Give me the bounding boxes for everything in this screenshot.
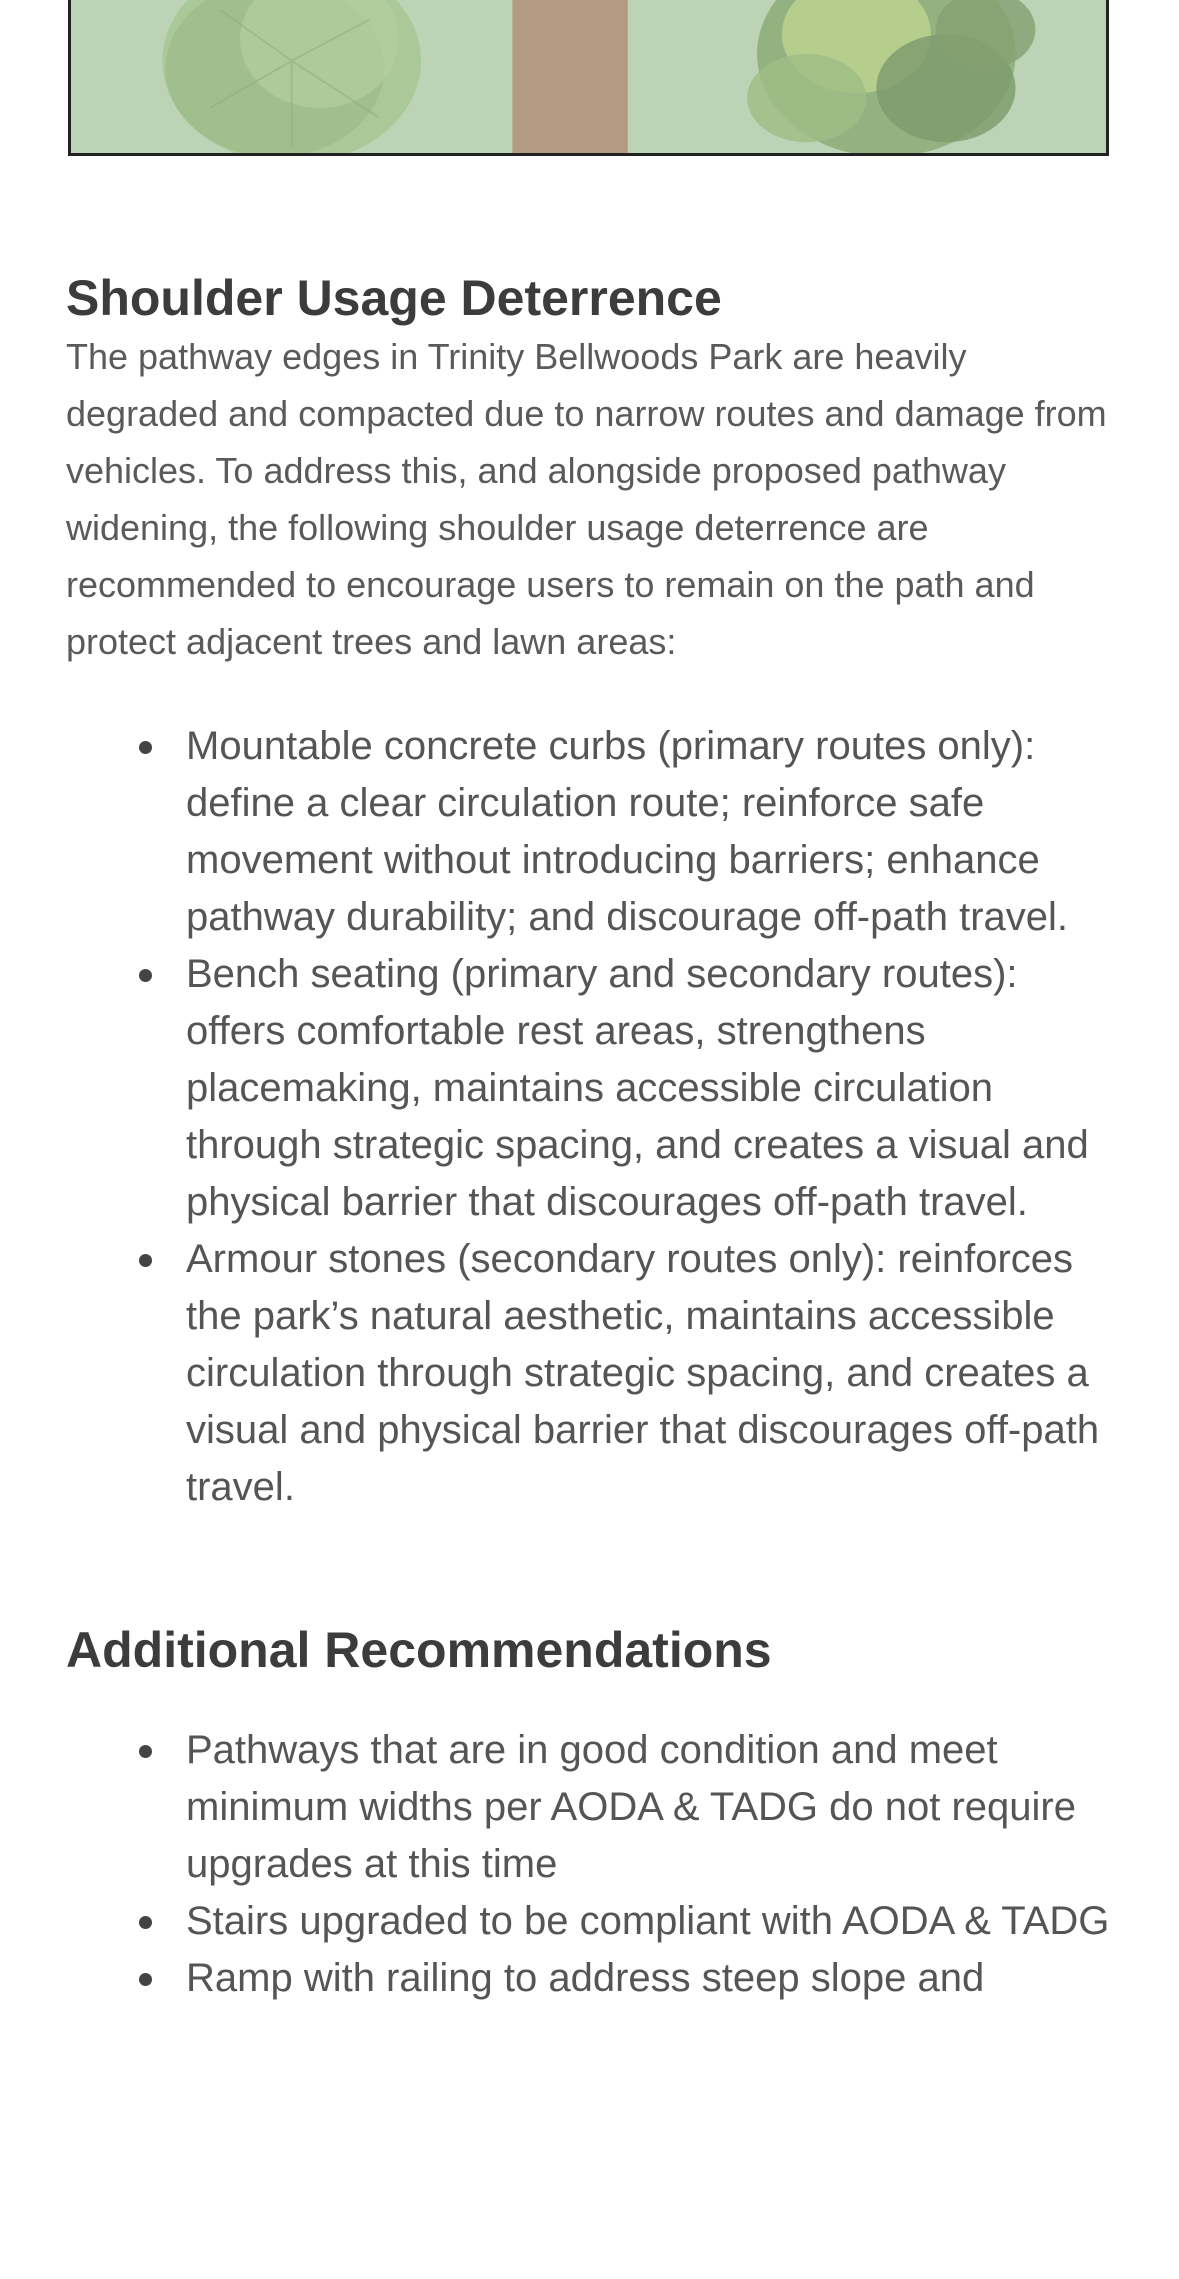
tree-canopy-left-icon — [162, 0, 421, 153]
list-item: Bench seating (primary and secondary routes): offers comfortable rest areas, strengthens placemaking, maintains accessible circulation through strategic spacing, and creates a visual and physical barrier that discourages off-path travel. — [66, 946, 1116, 1231]
shoulder-usage-list — [66, 718, 1116, 1516]
content-area — [66, 268, 1116, 2007]
additional-recommendations-list — [66, 1722, 1116, 2007]
list-item: Mountable concrete curbs (primary routes only): define a clear circulation route; reinforce safe movement without introducing barriers; enhance pathway durability; and discourage off-path travel. — [66, 718, 1116, 946]
park-path-plan-view-illustration — [71, 0, 1106, 153]
additional-recommendations-heading: Additional Recommendations — [66, 1622, 772, 1678]
shoulder-usage-heading: Shoulder Usage Deterrence — [66, 270, 722, 326]
list-item: Stairs upgraded to be compliant with AODA & TADG — [66, 1893, 1116, 1950]
list-item: Pathways that are in good condition and meet minimum widths per AODA & TADG do not require upgrades at this time — [66, 1722, 1116, 1893]
park-illustration — [68, 0, 1109, 156]
shoulder-usage-intro: The pathway edges in Trinity Bellwoods Park are heavily degraded and compacted due to narrow routes and damage from vehicles. To address this, and alongside proposed pathway widening, the following shoulder usage deterrence are recommended to encourage users to remain on the path and protect adjacent trees and lawn areas: — [66, 336, 1107, 662]
pathway-strip — [512, 0, 627, 153]
list-item: Armour stones (secondary routes only): reinforces the park’s natural aesthetic, maintains accessible circulation through strategic spacing, and creates a visual and physical barrier that discourages off-path travel. — [66, 1231, 1116, 1516]
list-item: Ramp with railing to address steep slope and — [66, 1950, 1116, 2007]
